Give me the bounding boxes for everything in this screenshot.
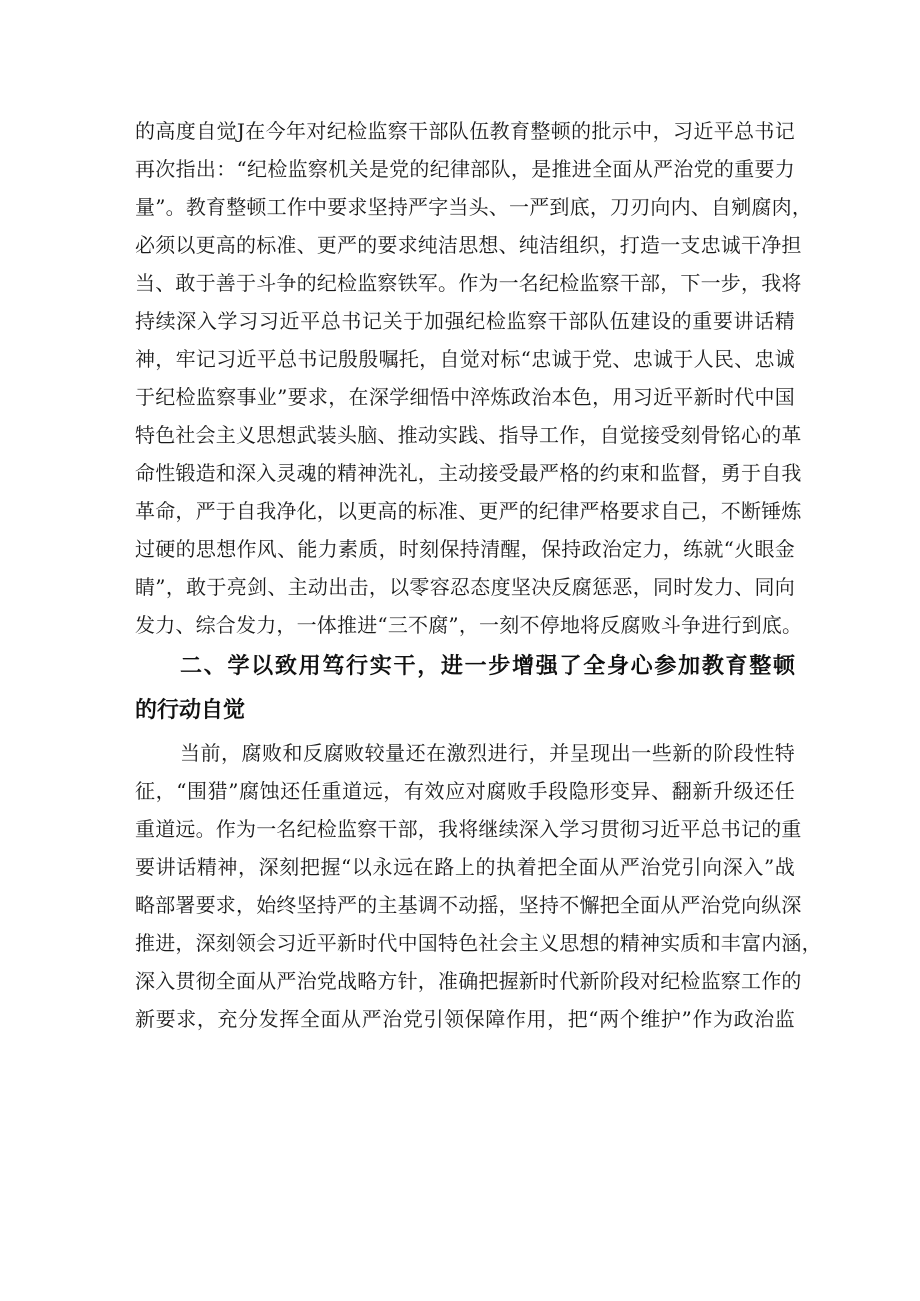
- paragraph1-line-14: 发力、综合发力，一体推进“三不腐”，一刻不停地将反腐败斗争进行到底。: [135, 613, 803, 637]
- paragraph1-line-8: 于纪检监察事业”要求，在深学细悟中淬炼政治本色，用习近平新时代中国: [135, 385, 795, 409]
- paragraph1-line-9: 特色社会主义思想武装头脑、推动实践、指导工作，自觉接受刻骨铭心的革: [135, 423, 802, 447]
- paragraph1-line-11: 革命，严于自我净化，以更高的标准、更严的纪律严格要求自己，不断锤炼: [135, 499, 802, 523]
- paragraph2-line-4: 要讲话精神，深刻把握“以永远在路上的执着把全面从严治党引向深入”战: [135, 855, 795, 879]
- paragraph2-line-7: 深入贯彻全面从严治党战略方针，准确把握新时代新阶段对纪检监察工作的: [135, 969, 802, 993]
- paragraph1-line-10: 命性锻造和深入灵魂的精神洗礼，主动接受最严格的约束和监督，勇于自我: [135, 461, 802, 485]
- paragraph1-line-2: 再次指出：“纪检监察机关是党的纪律部队，是推进全面从严治党的重要力: [135, 157, 795, 181]
- paragraph1-line-7: 神，牢记习近平总书记殷殷嘱托，自觉对标“忠诚于党、忠诚于人民、忠诚: [135, 347, 795, 371]
- paragraph2-line-3: 重道远。作为一名纪检监察干部，我将继续深入学习贯彻习近平总书记的重: [135, 817, 802, 841]
- paragraph2-line-2: 征，“围猎”腐蚀还任重道远，有效应对腐败手段隐形变异、翻新升级还任: [135, 779, 795, 803]
- paragraph2-line-8: 新要求，充分发挥全面从严治党引领保障作用，把“两个维护”作为政治监: [135, 1007, 795, 1031]
- paragraph1-line-1: 的高度自觉J在今年对纪检监察干部队伍教育整顿的批示中，习近平总书记: [135, 119, 795, 143]
- paragraph2-line-1: 当前，腐败和反腐败较量还在激烈进行，并呈现出一些新的阶段性特: [180, 741, 795, 765]
- paragraph1-line-5: 当、敢于善于斗争的纪检监察铁军。作为一名纪检监察干部，下一步，我将: [135, 271, 802, 295]
- paragraph1-line-13: 睛”，敢于亮剑、主动出击，以零容忍态度坚决反腐惩恶，同时发力、同向: [135, 575, 795, 599]
- section-heading-line-2: 的行动自觉: [135, 698, 246, 723]
- section-heading-line-1: 二、学以致用笃行实干，进一步增强了全身心参加教育整顿: [180, 654, 795, 679]
- paragraph1-line-6: 持续深入学习习近平总书记关于加强纪检监察干部队伍建设的重要讲话精: [135, 309, 795, 333]
- paragraph1-line-3: 量”。教育整顿工作中要求坚持严字当头、一严到底，刀刃向内、自剜腐肉，: [135, 195, 813, 219]
- paragraph1-line-12: 过硬的思想作风、能力素质，时刻保持清醒，保持政治定力，练就“火眼金: [135, 537, 795, 561]
- paragraph1-line-4: 必须以更高的标准、更严的要求纯洁思想、纯洁组织，打造一支忠诚干净担: [135, 233, 802, 257]
- paragraph2-line-6: 推进，深刻领会习近平新时代中国特色社会主义思想的精神实质和丰富内涵，: [135, 931, 822, 955]
- paragraph2-line-5: 略部署要求，始终坚持严的主基调不动摇，坚持不懈把全面从严治党向纵深: [135, 893, 802, 917]
